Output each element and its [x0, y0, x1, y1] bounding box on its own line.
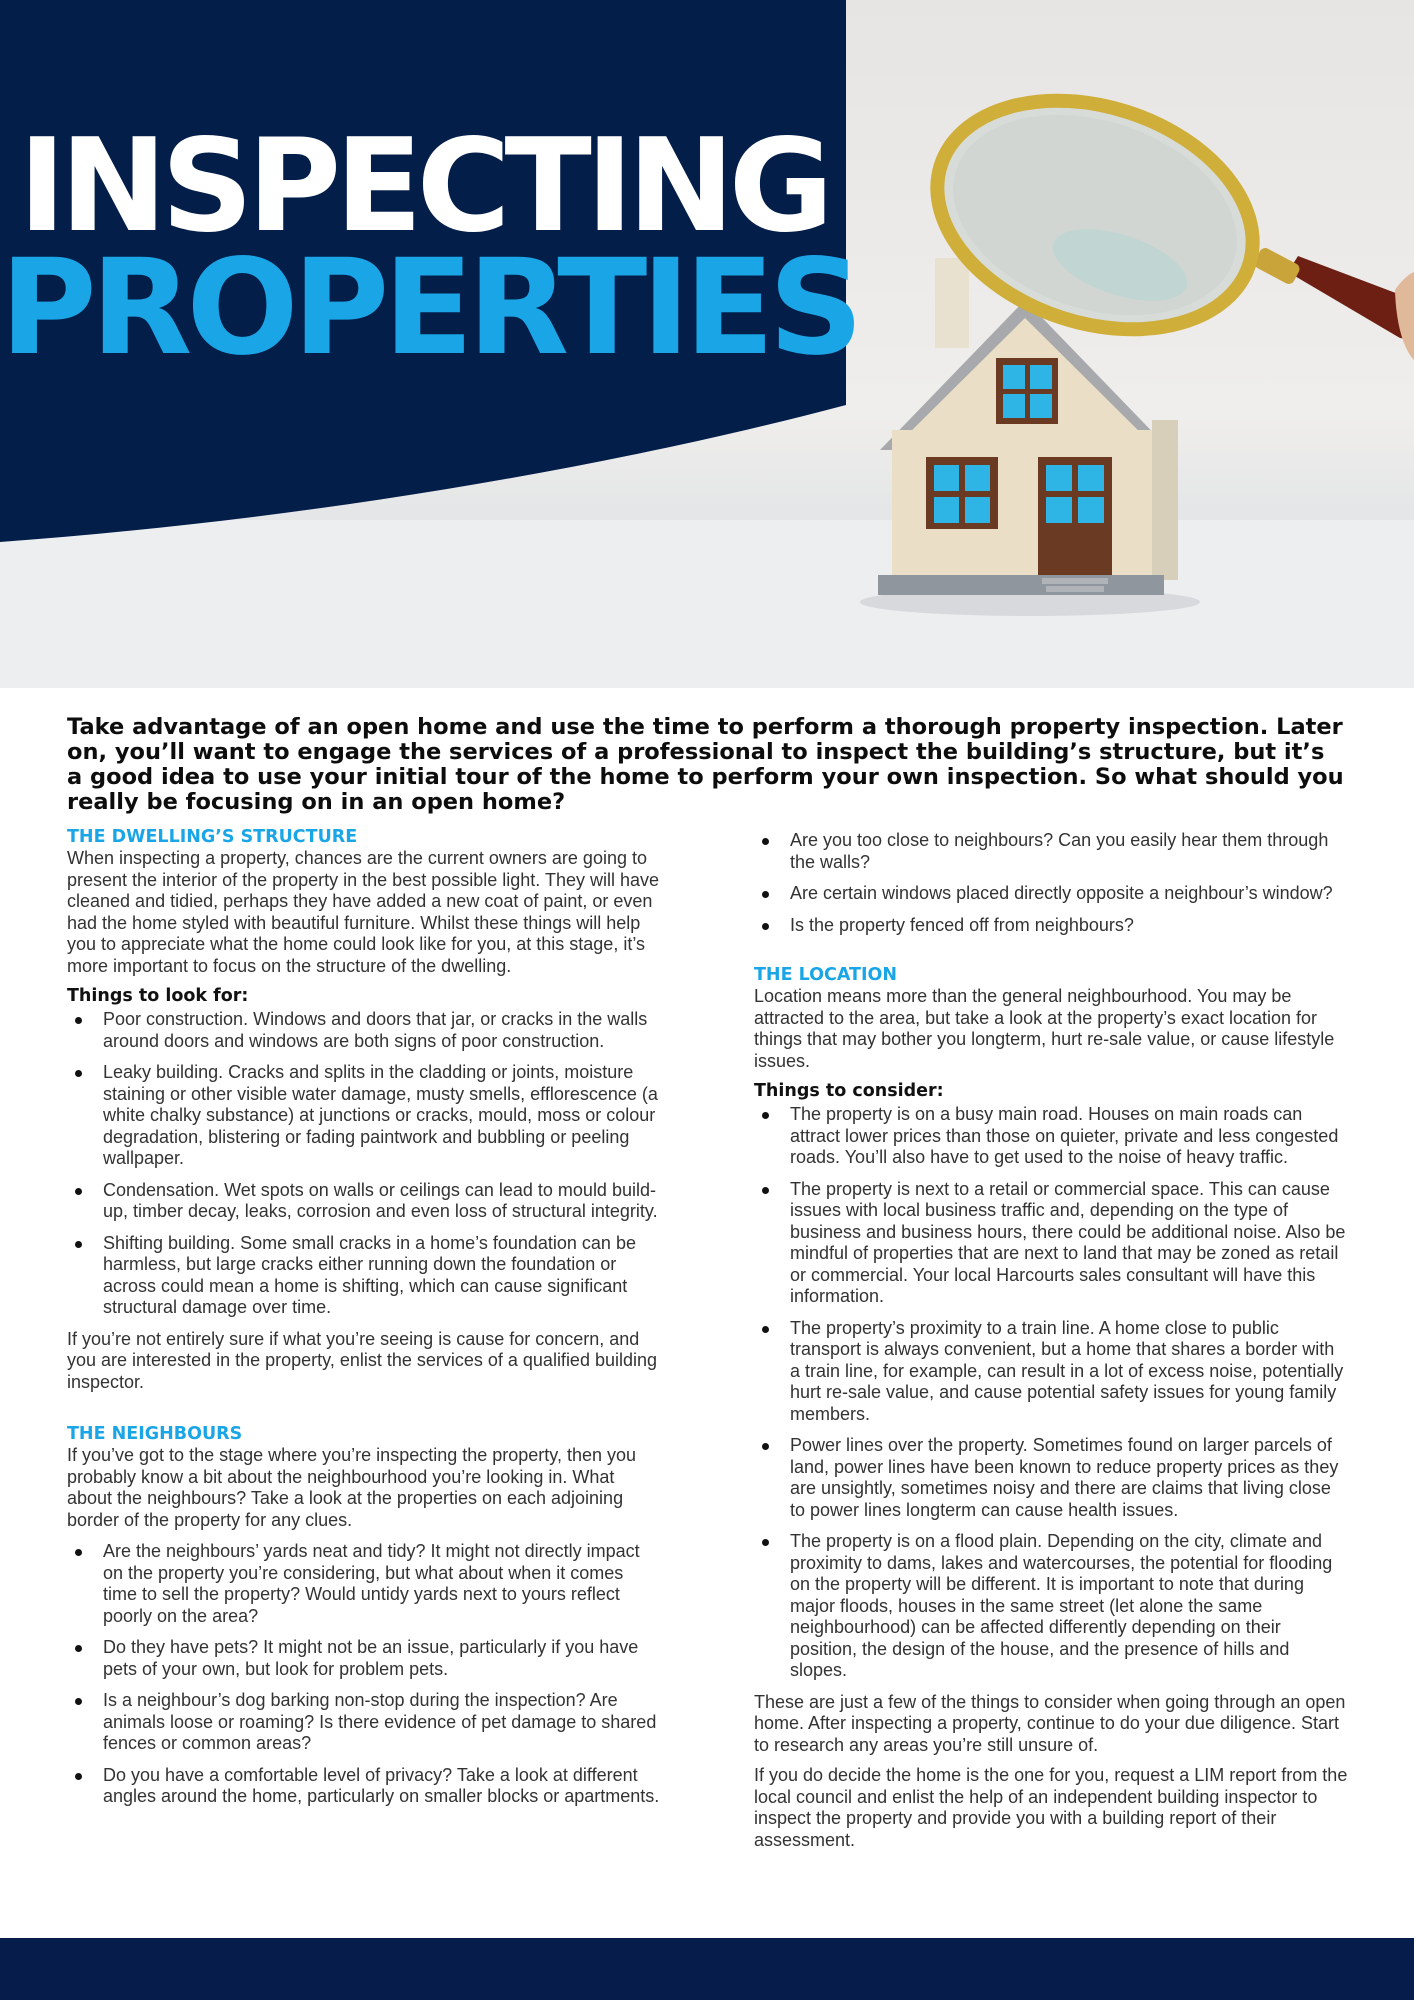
location-closing-1: These are just a few of the things to consider when going through an open home. After inspecting a property, continue to do your due diligence. Start to research any areas you’re still unsure of.: [754, 1691, 1346, 1755]
list-item: The property is on a flood plain. Depending on the city, climate and proximity to dams, lakes and watercourses, the potential for flooding on the property will be different. It is important to note that during major floods, houses in the same street (let alone the same neighbourhood) can be affected differently depending on their position, the design of the house, and the presence of hills and slopes.: [754, 1531, 1349, 1682]
footer-bar: [0, 1938, 1414, 2000]
location-body: Location means more than the general neighbourhood. You may be attracted to the area, but take a look at the property’s exact location for things that may bother you longterm, hurt re-sale value, or cause lifestyle issues.: [754, 986, 1335, 1071]
list-item: Leaky building. Cracks and splits in the cladding or joints, moisture staining or other visible water damage, musty smells, efflorescence (a white chalky substance) at junctions or cracks, mould, moss or colour degradation, blistering or fading paintwork and bubbling or peeling wallpaper.: [67, 1062, 662, 1170]
neighbours-list-continued: [754, 830, 1349, 936]
location-closing-2: If you do decide the home is the one for you, request a LIM report from the local council and enlist the help of an independent building inspector to inspect the property and provide you with a building report of their assessment.: [754, 1765, 1348, 1850]
list-item: Are the neighbours’ yards neat and tidy? It might not directly impact on the property you’re considering, but what about when it comes time to sell the property? Would untidy yards next to yours reflect poorly on the area?: [67, 1541, 662, 1627]
neighbours-body: If you’ve got to the stage where you’re inspecting the property, then you probably know a bit about the neighbourhood you’re looking in. What about the neighbours? Take a look at the properties on each adjoining border of the property for any clues.: [67, 1445, 637, 1530]
left-column: [67, 826, 662, 1818]
heading-neighbours: THE NEIGHBOURS: [67, 1424, 243, 1444]
intro-paragraph: Take advantage of an open home and use the time to perform a thorough property inspection. Later on, you’ll want to engage the services of a professional to inspect the building’s structure, but it’s a good idea to use your initial tour of the home to perform your own inspection. So what should you really be focusing on in an open home?: [67, 714, 1344, 815]
list-item: Power lines over the property. Sometimes found on larger parcels of land, power lines have been known to reduce property prices as they are unsightly, sometimes noisy and there are claims that living close to power lines longterm can cause health issues.: [754, 1435, 1349, 1521]
list-item: Are certain windows placed directly opposite a neighbour’s window?: [754, 883, 1349, 905]
hero-banner: [0, 0, 1414, 688]
dwelling-closing: If you’re not entirely sure if what you’re seeing is cause for concern, and you are interested in the property, enlist the services of a qualified building inspector.: [67, 1328, 658, 1392]
dwelling-body: When inspecting a property, chances are the current owners are going to present the interior of the property in the best possible light. They will have cleaned and tidied, perhaps they have added a new coat of paint, or even had the home styled with beautiful furniture. Whilst these things will help you to appreciate what the home could look like for you, at this stage, it’s more important to focus on the structure of the dwelling.: [67, 848, 659, 976]
list-item: The property’s proximity to a train line. A home close to public transport is always convenient, but a home that shares a border with a train line, for example, can result in a lot of excess noise, potentially hurt re-sale value, and cause potential safety issues for young family members.: [754, 1318, 1349, 1426]
list-item: Poor construction. Windows and doors that jar, or cracks in the walls around doors and windows are both signs of poor construction.: [67, 1009, 662, 1052]
right-column: [754, 828, 1349, 1851]
neighbours-list: [67, 1541, 662, 1808]
list-item: Are you too close to neighbours? Can you easily hear them through the walls?: [754, 830, 1349, 873]
subheading-things-to-consider: Things to consider:: [754, 1081, 944, 1101]
list-item: Condensation. Wet spots on walls or ceilings can lead to mould build-up, timber decay, leaks, corrosion and even loss of structural integrity.: [67, 1180, 662, 1223]
subheading-things-to-look-for: Things to look for:: [67, 986, 249, 1006]
title-properties: PROPERTIES: [0, 231, 858, 385]
list-item: Is the property fenced off from neighbours?: [754, 915, 1349, 937]
list-item: The property is on a busy main road. Houses on main roads can attract lower prices than those on quieter, private and less congested roads. You’ll also have to get used to the noise of heavy traffic.: [754, 1104, 1349, 1169]
dwelling-list: [67, 1009, 662, 1319]
title-inspecting: INSPECTING: [18, 112, 828, 261]
list-item: The property is next to a retail or commercial space. This can cause issues with local business traffic and, depending on the type of business and business hours, there could be additional noise. Also be mindful of properties that are next to land that may be zoned as retail or commercial. Your local Harcourts sales consultant will have this information.: [754, 1179, 1349, 1308]
list-item: Shifting building. Some small cracks in a home’s foundation can be harmless, but large cracks either running down the foundation or across could mean a home is shifting, which can cause significant structural damage over time.: [67, 1233, 662, 1319]
model-house-icon: [878, 300, 1178, 595]
location-list: [754, 1104, 1349, 1682]
list-item: Do you have a comfortable level of privacy? Take a look at different angles around the home, particularly on smaller blocks or apartments.: [67, 1765, 662, 1808]
heading-location: THE LOCATION: [754, 965, 898, 985]
list-item: Do they have pets? It might not be an issue, particularly if you have pets of your own, but look for problem pets.: [67, 1637, 662, 1680]
heading-dwelling-structure: THE DWELLING’S STRUCTURE: [67, 827, 358, 847]
magnifying-glass-icon: [908, 62, 1414, 368]
list-item: Is a neighbour’s dog barking non-stop during the inspection? Are animals loose or roaming? Is there evidence of pet damage to shared fences or common areas?: [67, 1690, 662, 1755]
